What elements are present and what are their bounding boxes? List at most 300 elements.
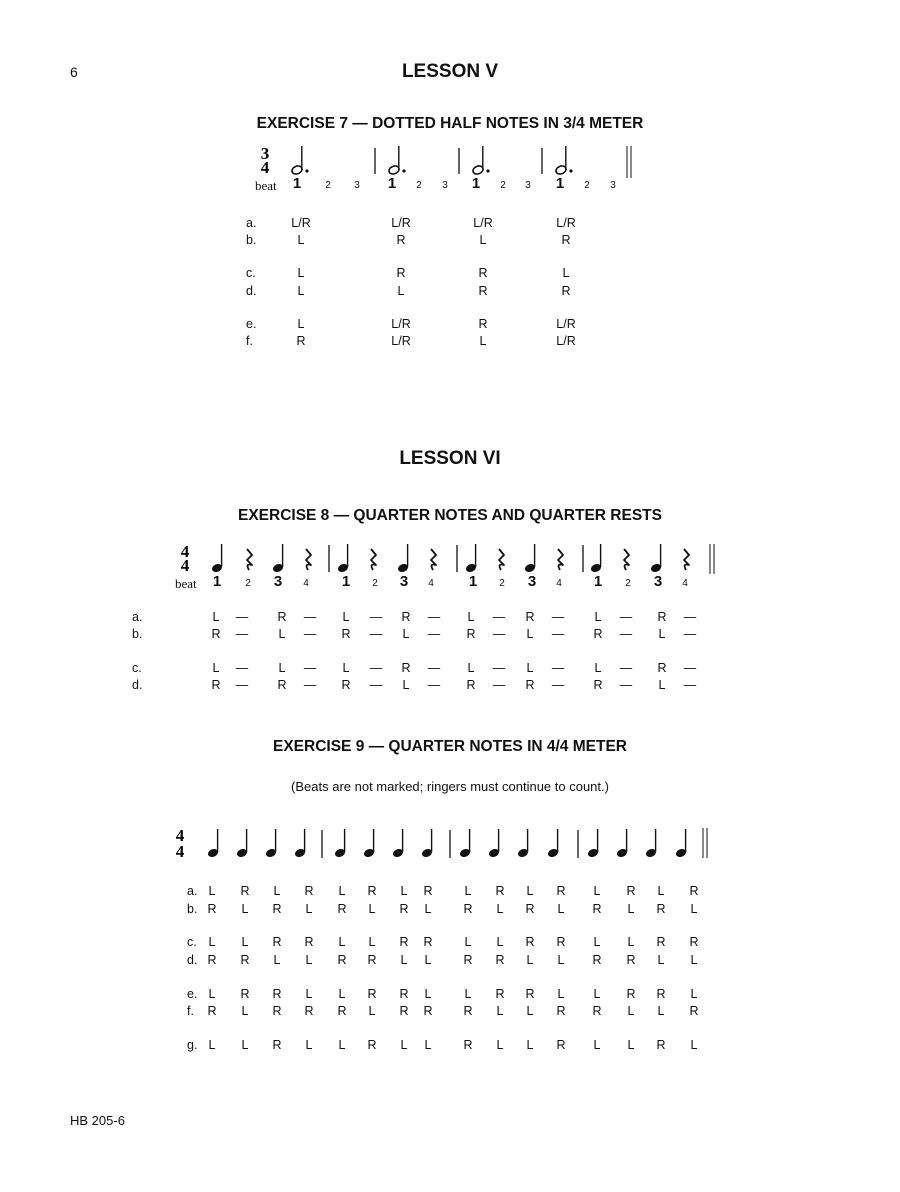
sticking-cell: L bbox=[479, 334, 487, 348]
sticking-cell: R bbox=[656, 902, 666, 916]
quarter-note bbox=[675, 829, 687, 858]
sticking-cell: R bbox=[463, 902, 473, 916]
sticking-cell: R bbox=[272, 1038, 282, 1052]
sticking-cell: R bbox=[337, 1004, 347, 1018]
sticking-cell: R bbox=[478, 284, 488, 298]
sticking-cell: — bbox=[619, 610, 633, 624]
dot bbox=[305, 169, 308, 172]
sticking-cell: L bbox=[526, 1038, 534, 1052]
sticking-cell: R bbox=[556, 935, 566, 949]
sticking-cell: L bbox=[212, 661, 220, 675]
sticking-cell: R bbox=[466, 678, 476, 692]
sticking-cell: R bbox=[592, 1004, 602, 1018]
sticking-cell: L bbox=[479, 233, 487, 247]
quarter-note bbox=[488, 829, 500, 858]
final-barline bbox=[627, 146, 631, 178]
sticking-cell: — bbox=[369, 661, 383, 675]
sticking-cell: R bbox=[423, 884, 433, 898]
sticking-cell: — bbox=[492, 678, 506, 692]
sticking-cell: L bbox=[241, 935, 249, 949]
sticking-cell: R bbox=[463, 953, 473, 967]
sticking-cell: R bbox=[478, 266, 488, 280]
sticking-cell: L bbox=[402, 627, 410, 641]
sticking-cell: — bbox=[619, 678, 633, 692]
sticking-cell: L/R bbox=[391, 216, 411, 230]
sticking-cell: L bbox=[627, 935, 635, 949]
sticking-cell: — bbox=[619, 627, 633, 641]
sticking-cell: R bbox=[656, 1038, 666, 1052]
beat-count: 2 bbox=[245, 578, 251, 589]
sticking-cell: R bbox=[207, 1004, 217, 1018]
sticking-cell: R bbox=[495, 953, 505, 967]
sticking-cell: L bbox=[400, 884, 408, 898]
final-barline bbox=[703, 828, 707, 858]
quarter-rest bbox=[558, 549, 563, 570]
quarter-note bbox=[421, 829, 433, 858]
quarter-note bbox=[524, 544, 536, 573]
sticking-cell: L bbox=[338, 987, 346, 1001]
sticking-cell: R bbox=[277, 610, 287, 624]
sticking-cell: R bbox=[656, 935, 666, 949]
dot bbox=[486, 169, 489, 172]
time-signature-top: 4 bbox=[180, 542, 190, 561]
beat-count: 1 bbox=[555, 175, 565, 192]
sticking-cell: R bbox=[689, 1004, 699, 1018]
sticking-cell: — bbox=[235, 627, 249, 641]
sticking-cell: L bbox=[496, 935, 504, 949]
sticking-cell: R bbox=[277, 678, 287, 692]
beat-count: 3 bbox=[442, 180, 448, 191]
sticking-cell: R bbox=[689, 935, 699, 949]
sticking-cell: — bbox=[369, 627, 383, 641]
beat-count: 3 bbox=[525, 180, 531, 191]
sticking-cell: R bbox=[367, 1038, 377, 1052]
sticking-cell: L bbox=[273, 884, 281, 898]
sticking-cell: — bbox=[369, 678, 383, 692]
sticking-cell: L bbox=[627, 902, 635, 916]
sticking-cell: R bbox=[657, 661, 667, 675]
sticking-cell: L bbox=[593, 884, 601, 898]
sticking-cell: L bbox=[402, 678, 410, 692]
exercise-7-beat-row bbox=[0, 177, 900, 193]
quarter-note bbox=[459, 829, 471, 858]
sticking-cell: L bbox=[690, 987, 698, 1001]
sticking-cell: L bbox=[690, 902, 698, 916]
sticking-cell: L bbox=[657, 1004, 665, 1018]
sticking-cell: R bbox=[657, 610, 667, 624]
sticking-cell: L bbox=[557, 902, 565, 916]
sticking-cell: R bbox=[689, 884, 699, 898]
sticking-cell: L bbox=[526, 627, 534, 641]
quarter-note bbox=[294, 829, 306, 858]
beat-count: 2 bbox=[372, 578, 378, 589]
row-label: d. bbox=[132, 678, 143, 692]
sticking-cell: L bbox=[690, 953, 698, 967]
beat-count: 3 bbox=[399, 573, 409, 590]
beat-count: 1 bbox=[593, 573, 603, 590]
sticking-cell: L bbox=[297, 317, 305, 331]
sticking-cell: L bbox=[657, 884, 665, 898]
sticking-cell: — bbox=[427, 661, 441, 675]
sticking-cell: L bbox=[467, 610, 475, 624]
sticking-cell: L bbox=[273, 953, 281, 967]
sticking-cell: R bbox=[240, 953, 250, 967]
sticking-cell: L bbox=[593, 935, 601, 949]
sticking-cell: L bbox=[342, 610, 350, 624]
quarter-rest bbox=[499, 549, 504, 570]
time-signature-top: 3 bbox=[260, 144, 270, 163]
lesson-5-title: LESSON V bbox=[401, 61, 499, 82]
sticking-cell: — bbox=[551, 610, 565, 624]
lesson-6-title: LESSON VI bbox=[399, 448, 501, 469]
sticking-cell: — bbox=[492, 661, 506, 675]
beat-count: 2 bbox=[416, 180, 422, 191]
sticking-cell: R bbox=[272, 935, 282, 949]
dot bbox=[402, 169, 405, 172]
quarter-rest bbox=[684, 549, 689, 570]
sticking-cell: L bbox=[657, 953, 665, 967]
sticking-cell: — bbox=[683, 661, 697, 675]
sticking-cell: — bbox=[235, 678, 249, 692]
sticking-cell: R bbox=[556, 1038, 566, 1052]
sticking-cell: L bbox=[464, 987, 472, 1001]
sticking-cell: L bbox=[593, 1038, 601, 1052]
sticking-cell: L bbox=[496, 1004, 504, 1018]
sticking-cell: L bbox=[208, 935, 216, 949]
footer-code: HB 205-6 bbox=[70, 1113, 125, 1128]
sticking-cell: R bbox=[626, 987, 636, 1001]
quarter-note bbox=[392, 829, 404, 858]
quarter-note bbox=[334, 829, 346, 858]
sticking-cell: R bbox=[626, 884, 636, 898]
dotted-half-note bbox=[388, 146, 406, 175]
sticking-cell: L bbox=[297, 266, 305, 280]
beat-count: 3 bbox=[653, 573, 663, 590]
sticking-cell: — bbox=[427, 678, 441, 692]
sticking-cell: L bbox=[400, 1038, 408, 1052]
sticking-cell: L bbox=[278, 627, 286, 641]
exercise-9-title: EXERCISE 9 — QUARTER NOTES IN 4/4 METER bbox=[273, 738, 627, 755]
sticking-cell: L bbox=[305, 953, 313, 967]
sticking-cell: L bbox=[658, 627, 666, 641]
beat-count: 1 bbox=[387, 175, 397, 192]
sticking-cell: R bbox=[556, 1004, 566, 1018]
sticking-cell: — bbox=[303, 661, 317, 675]
sticking-cell: R bbox=[525, 678, 535, 692]
sticking-cell: L bbox=[397, 284, 405, 298]
beat-count: 2 bbox=[625, 578, 631, 589]
sticking-cell: L bbox=[627, 1004, 635, 1018]
sticking-cell: R bbox=[495, 987, 505, 1001]
quarter-note bbox=[207, 829, 219, 858]
beat-count: 2 bbox=[500, 180, 506, 191]
sticking-cell: — bbox=[303, 627, 317, 641]
sticking-cell: — bbox=[551, 661, 565, 675]
sticking-cell: R bbox=[592, 953, 602, 967]
sticking-cell: R bbox=[207, 953, 217, 967]
sticking-cell: L bbox=[562, 266, 570, 280]
sticking-cell: L bbox=[368, 935, 376, 949]
dotted-half-note bbox=[555, 146, 573, 175]
dot bbox=[569, 169, 572, 172]
sticking-cell: R bbox=[341, 678, 351, 692]
sticking-cell: L bbox=[467, 661, 475, 675]
sticking-cell: L bbox=[424, 902, 432, 916]
exercise-7-title: EXERCISE 7 — DOTTED HALF NOTES IN 3/4 METER bbox=[256, 115, 644, 132]
sticking-cell: L/R bbox=[556, 317, 576, 331]
sticking-cell: — bbox=[369, 610, 383, 624]
sticking-cell: L/R bbox=[391, 334, 411, 348]
sticking-cell: L bbox=[526, 884, 534, 898]
sticking-cell: L bbox=[424, 987, 432, 1001]
time-signature-bottom: 4 bbox=[260, 158, 270, 177]
beat-count: 4 bbox=[682, 578, 688, 589]
quarter-note bbox=[272, 544, 284, 573]
row-label: c. bbox=[132, 661, 142, 675]
sticking-cell: L bbox=[305, 1038, 313, 1052]
beat-count: 2 bbox=[325, 180, 331, 191]
time-signature bbox=[181, 542, 190, 575]
sticking-cell: — bbox=[683, 627, 697, 641]
sticking-cell: R bbox=[337, 953, 347, 967]
exercise-8-title: EXERCISE 8 — QUARTER NOTES AND QUARTER RESTS bbox=[237, 507, 662, 524]
dotted-half-note bbox=[291, 146, 309, 175]
sticking-cell: — bbox=[683, 678, 697, 692]
final-barline bbox=[710, 544, 714, 574]
beat-count: 1 bbox=[341, 573, 351, 590]
sticking-cell: R bbox=[399, 1004, 409, 1018]
sticking-cell: R bbox=[466, 627, 476, 641]
sticking-cell: R bbox=[399, 902, 409, 916]
quarter-rest bbox=[371, 549, 376, 570]
sticking-cell: L bbox=[690, 1038, 698, 1052]
quarter-rest bbox=[431, 549, 436, 570]
sticking-cell: R bbox=[401, 610, 411, 624]
quarter-note bbox=[211, 544, 223, 573]
page-number: 6 bbox=[70, 64, 78, 80]
sticking-cell: R bbox=[272, 902, 282, 916]
quarter-rest bbox=[624, 549, 629, 570]
sticking-cell: L bbox=[212, 610, 220, 624]
sticking-cell: L bbox=[658, 678, 666, 692]
sticking-cell: R bbox=[656, 987, 666, 1001]
quarter-note bbox=[547, 829, 559, 858]
beat-count: 3 bbox=[354, 180, 360, 191]
quarter-note bbox=[590, 544, 602, 573]
beat-count: 1 bbox=[212, 573, 222, 590]
sticking-cell: R bbox=[593, 627, 603, 641]
sticking-cell: L bbox=[368, 1004, 376, 1018]
quarter-note bbox=[363, 829, 375, 858]
beat-count: 3 bbox=[273, 573, 283, 590]
sticking-cell: R bbox=[463, 1038, 473, 1052]
sticking-cell: R bbox=[304, 935, 314, 949]
beat-count: 2 bbox=[499, 578, 505, 589]
exercise-9-note: (Beats are not marked; ringers must continue to count.) bbox=[291, 779, 609, 794]
quarter-note bbox=[337, 544, 349, 573]
dotted-half-note bbox=[472, 146, 490, 175]
sticking-cell: R bbox=[207, 902, 217, 916]
sticking-cell: L bbox=[526, 661, 534, 675]
sticking-cell: R bbox=[561, 284, 571, 298]
sticking-cell: R bbox=[561, 233, 571, 247]
sticking-cell: R bbox=[240, 987, 250, 1001]
sticking-cell: L bbox=[338, 1038, 346, 1052]
row-label: d. bbox=[246, 284, 257, 298]
sticking-cell: L/R bbox=[556, 334, 576, 348]
sticking-cell: R bbox=[525, 902, 535, 916]
beat-count: 4 bbox=[428, 578, 434, 589]
sticking-cell: R bbox=[401, 661, 411, 675]
sticking-cell: R bbox=[463, 1004, 473, 1018]
quarter-note bbox=[616, 829, 628, 858]
sticking-cell: L bbox=[464, 935, 472, 949]
row-label: c. bbox=[187, 935, 197, 949]
row-label: c. bbox=[246, 266, 256, 280]
sticking-cell: L bbox=[305, 902, 313, 916]
time-signature bbox=[261, 144, 270, 177]
sticking-cell: R bbox=[367, 987, 377, 1001]
sticking-cell: L bbox=[241, 1038, 249, 1052]
quarter-note bbox=[265, 829, 277, 858]
beat-count: 4 bbox=[303, 578, 309, 589]
sticking-cell: L bbox=[241, 1004, 249, 1018]
quarter-note bbox=[397, 544, 409, 573]
sticking-cell: L bbox=[342, 661, 350, 675]
sticking-cell: L bbox=[594, 661, 602, 675]
beat-label: beat bbox=[175, 576, 197, 591]
sticking-cell: — bbox=[551, 678, 565, 692]
sticking-cell: L/R bbox=[556, 216, 576, 230]
sticking-cell: L bbox=[305, 987, 313, 1001]
exercise-9-staff bbox=[0, 820, 900, 870]
sticking-cell: R bbox=[495, 884, 505, 898]
sticking-cell: L bbox=[338, 884, 346, 898]
beat-count: 1 bbox=[292, 175, 302, 192]
sticking-cell: L bbox=[557, 987, 565, 1001]
sticking-cell: L bbox=[338, 935, 346, 949]
sticking-cell: R bbox=[592, 902, 602, 916]
quarter-note bbox=[587, 829, 599, 858]
time-signature bbox=[176, 826, 185, 861]
sticking-cell: L/R bbox=[473, 216, 493, 230]
sticking-cell: R bbox=[367, 953, 377, 967]
sticking-cell: L/R bbox=[291, 216, 311, 230]
sticking-cell: R bbox=[525, 610, 535, 624]
sticking-cell: R bbox=[304, 1004, 314, 1018]
sticking-cell: L bbox=[297, 233, 305, 247]
sticking-cell: — bbox=[235, 661, 249, 675]
sticking-cell: R bbox=[626, 953, 636, 967]
sticking-cell: — bbox=[683, 610, 697, 624]
sticking-cell: L bbox=[400, 953, 408, 967]
beat-count: 2 bbox=[584, 180, 590, 191]
sticking-cell: — bbox=[427, 610, 441, 624]
sticking-cell: R bbox=[423, 935, 433, 949]
sticking-cell: — bbox=[427, 627, 441, 641]
sticking-cell: R bbox=[211, 678, 221, 692]
time-signature-top: 4 bbox=[175, 826, 185, 845]
time-signature-bottom: 4 bbox=[175, 842, 185, 861]
sticking-cell: L bbox=[496, 1038, 504, 1052]
row-label: a. bbox=[187, 884, 198, 898]
sticking-cell: R bbox=[304, 884, 314, 898]
sticking-cell: L bbox=[557, 953, 565, 967]
sticking-cell: R bbox=[556, 884, 566, 898]
sticking-cell: L bbox=[297, 284, 305, 298]
sticking-cell: R bbox=[478, 317, 488, 331]
sticking-cell: R bbox=[396, 233, 406, 247]
sticking-cell: — bbox=[492, 627, 506, 641]
sticking-cell: L bbox=[424, 953, 432, 967]
row-label: a. bbox=[246, 216, 257, 230]
sticking-cell: R bbox=[337, 902, 347, 916]
sticking-cell: — bbox=[303, 610, 317, 624]
sticking-cell: — bbox=[303, 678, 317, 692]
sticking-cell: L bbox=[627, 1038, 635, 1052]
quarter-rest bbox=[247, 549, 252, 570]
sticking-cell: R bbox=[211, 627, 221, 641]
sticking-cell: R bbox=[341, 627, 351, 641]
quarter-note bbox=[517, 829, 529, 858]
row-label: f. bbox=[187, 1004, 194, 1018]
sticking-cell: — bbox=[235, 610, 249, 624]
sticking-cell: R bbox=[240, 884, 250, 898]
sticking-cell: R bbox=[399, 987, 409, 1001]
sticking-cell: R bbox=[272, 1004, 282, 1018]
row-label: e. bbox=[187, 987, 198, 1001]
row-label: d. bbox=[187, 953, 198, 967]
row-label: a. bbox=[132, 610, 143, 624]
sticking-cell: L bbox=[526, 1004, 534, 1018]
quarter-rest bbox=[306, 549, 311, 570]
sticking-cell: R bbox=[367, 884, 377, 898]
sticking-cell: R bbox=[423, 1004, 433, 1018]
sticking-cell: R bbox=[525, 987, 535, 1001]
quarter-note bbox=[465, 544, 477, 573]
sticking-cell: R bbox=[399, 935, 409, 949]
sticking-cell: L bbox=[368, 902, 376, 916]
sticking-cell: L bbox=[593, 987, 601, 1001]
sticking-cell: R bbox=[525, 935, 535, 949]
sticking-cell: L bbox=[208, 987, 216, 1001]
beat-label: beat bbox=[255, 178, 277, 193]
sticking-cell: — bbox=[492, 610, 506, 624]
sticking-cell: L bbox=[278, 661, 286, 675]
sticking-cell: L bbox=[424, 1038, 432, 1052]
sticking-cell: R bbox=[272, 987, 282, 1001]
row-label: e. bbox=[246, 317, 257, 331]
beat-count: 4 bbox=[556, 578, 562, 589]
row-label: f. bbox=[246, 334, 253, 348]
sticking-cell: L bbox=[241, 902, 249, 916]
sticking-cell: — bbox=[619, 661, 633, 675]
beat-count: 1 bbox=[471, 175, 481, 192]
sticking-cell: L bbox=[594, 610, 602, 624]
sticking-cell: L bbox=[208, 1038, 216, 1052]
beat-count: 3 bbox=[527, 573, 537, 590]
quarter-note bbox=[650, 544, 662, 573]
sticking-cell: L bbox=[496, 902, 504, 916]
sticking-cell: L bbox=[464, 884, 472, 898]
quarter-note bbox=[645, 829, 657, 858]
row-label: b. bbox=[132, 627, 143, 641]
quarter-note bbox=[236, 829, 248, 858]
sticking-cell: L bbox=[208, 884, 216, 898]
sticking-cell: L bbox=[526, 953, 534, 967]
row-label: b. bbox=[187, 902, 198, 916]
exercise-8-beat-row bbox=[0, 575, 900, 591]
